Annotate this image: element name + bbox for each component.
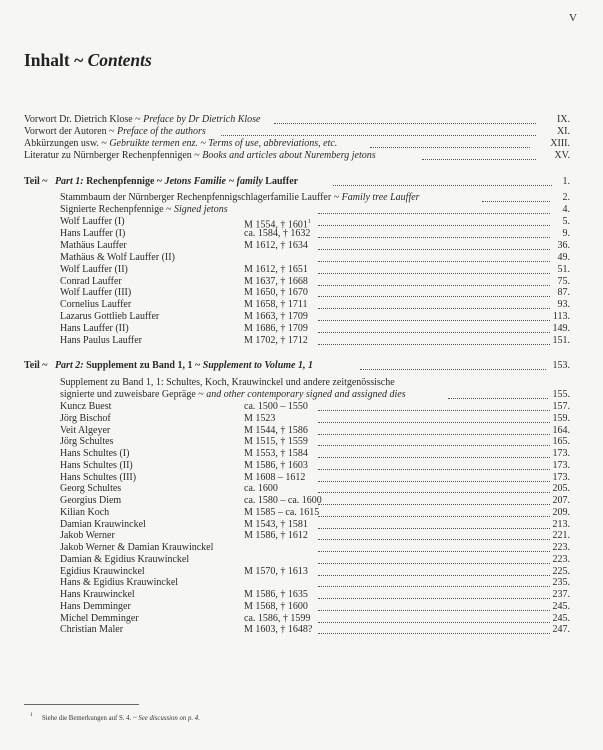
toc-entry[interactable] [60,542,570,554]
entry-name: Mathäus Lauffer [60,239,127,251]
entry-name: Jörg Bischof [60,412,111,424]
entry-dates [244,287,308,299]
entry-name: Kuncz Buest [60,401,112,412]
leader-dots [318,468,550,470]
toc-entry[interactable] [60,216,570,231]
leader-dots [318,212,550,214]
entry-name: Damian Krauwinckel [60,518,146,530]
toc-entry-preface-authors[interactable] [24,126,570,138]
toc-entry[interactable] [60,589,570,601]
leader-dots [333,184,552,186]
entry-date-text: M 1553, † 1584 [244,448,308,459]
page-ref: 153. [552,360,570,371]
entry-name: Hans Lauffer (II) [60,323,129,335]
leader-dots [221,134,536,136]
entry-date-text: M 1543, † 1581 [244,518,308,530]
page-ref: 155. [552,389,570,400]
page-ref: 4. [562,204,570,215]
entry-name: Jakob Werner [60,530,115,542]
part-title-en: Jetons Familie ~ family [164,176,266,187]
toc-entry[interactable] [60,519,570,531]
toc-entry[interactable] [60,613,570,625]
entry-date-text: ca. 1600 [244,483,278,495]
entry-dates [244,335,308,347]
entry-name: Wolf Lauffer (II) [60,263,128,275]
part-number: Part 2: [54,360,87,371]
footnote-mark: 1 [30,712,33,718]
entry-name: Kilian Koch [60,506,110,518]
leader-dots [318,307,550,309]
entry-name: Egidius Krauwinckel [60,565,145,577]
page-title [24,50,152,71]
entry-name: Michel Demminger [60,612,139,624]
entry-name: Hans Lauffer (I) [60,227,126,239]
leader-dots [318,331,550,333]
page-ref: 49. [557,251,570,263]
entry-name: Hans Krauwinckel [60,589,135,600]
leader-dots [318,409,550,411]
leader-dots [318,260,550,262]
entry-name: Damian & Egidius Krauwinckel [60,553,190,565]
leader-dots [448,397,548,399]
leader-dots [318,343,550,345]
entry-title-en: Signed jetons [173,204,228,215]
page-ref: XI. [556,126,570,137]
entry-name: Hans Schultes (I) [60,448,130,459]
toc-entry-preface-klose[interactable] [24,114,570,126]
entry-date-text: M 1586, † 1635 [244,589,308,600]
page-ref: 235. [552,577,570,589]
leader-dots [318,538,550,540]
toc-entry[interactable] [60,425,570,437]
page-ref: 2. [562,192,570,203]
entry-dates [244,264,308,276]
entry-date-text: M 1650, † 1670 [244,287,308,299]
entry-name: Jörg Schultes [60,436,114,448]
toc-entry[interactable] [60,323,570,335]
leader-dots [318,433,550,435]
toc-entry[interactable] [60,264,570,276]
toc-entry[interactable] [60,577,570,589]
page-ref: 75. [557,275,570,287]
entry-name: Veit Algeyer [60,424,111,436]
toc-entry[interactable] [60,472,570,484]
toc-entry[interactable] [60,299,570,311]
entry-date-text: M 1570, † 1613 [244,565,308,577]
toc-entry[interactable] [60,413,570,425]
entry-dates [244,530,308,542]
entry-title-de: Abkürzungen usw. ~ [24,138,110,149]
entry-title-en: Books and articles about Nuremberg jetons [202,150,376,161]
entry-dates [244,299,308,311]
entry-name: Mathäus & Wolf Lauffer (II) [60,251,175,263]
leader-dots [318,503,550,505]
toc-entry[interactable] [60,460,570,472]
entry-date-text: M 1603, † 1648? [244,624,313,636]
page-ref: 247. [552,624,570,636]
title-de: Inhalt ~ [24,50,88,70]
footnote-text-de: Siehe die Bemerkungen auf S. 4. ~ [42,715,139,722]
footnote-ref[interactable]: 1 [307,219,311,225]
entry-dates [244,448,308,460]
toc-entry[interactable] [60,448,570,460]
entry-name: Georgius Diem [60,495,122,506]
toc-entry[interactable] [60,335,570,347]
page-ref: 51. [557,263,570,275]
entry-name: Christian Maler [60,624,124,636]
toc-entry[interactable] [60,554,570,566]
toc-entry[interactable] [60,601,570,613]
part-title-de: Rechenpfennige ~ [86,176,165,187]
page-ref: 157. [552,401,570,412]
toc-entry[interactable] [60,483,570,495]
leader-dots [318,480,550,482]
toc-entry[interactable] [60,276,570,288]
leader-dots [318,562,550,564]
leader-dots [318,585,550,587]
page-ref: 9. [562,227,570,239]
leader-dots [318,456,550,458]
page-ref: 207. [552,495,570,506]
leader-dots [422,158,536,160]
entry-date-text: ca. 1500 – 1550 [244,401,308,412]
entry-title-en: Preface of the authors [117,126,206,137]
footnote [30,712,200,722]
part-number: Part 1: [54,176,87,187]
entry-dates [244,323,308,335]
leader-dots [318,444,550,446]
part-title-name: Lauffer [265,176,299,187]
leader-dots [318,632,550,634]
toc-entry[interactable] [60,530,570,542]
entry-title-de: Literatur zu Nürnberger Rechenpfennigen ~ [24,150,203,161]
page-ref: XV. [554,150,570,161]
entry-dates [244,425,308,437]
entry-name: Hans Schultes (II) [60,459,133,471]
leader-dots [482,200,550,202]
entry-title-en: Family tree Lauffer [341,192,420,203]
toc-entry[interactable] [60,624,570,636]
leader-dots [360,368,546,370]
toc-entry-supplement-intro-line1[interactable] [60,377,570,389]
page-ref: 213. [552,518,570,530]
page-ref: 113. [552,311,570,323]
entry-dates [244,566,308,578]
part-2-heading[interactable] [24,360,570,372]
entry-date-text: M 1702, † 1712 [244,335,308,346]
leader-dots [318,597,550,599]
page-ref: 173. [552,448,570,459]
entry-name: Hans & Egidius Krauwinckel [60,577,179,589]
toc-entry-signed-jetons[interactable] [60,204,570,216]
leader-dots [318,421,550,423]
entry-title-de: Vorwort der Autoren ~ [24,126,117,137]
entry-title-en: and other contemporary signed and assigned dies [206,389,406,400]
entry-title-en: Preface by Dr Dietrich Klose [143,114,261,125]
entry-dates [244,483,278,495]
page-ref: 93. [557,299,570,311]
part-title-de: Supplement zu Band 1, 1 ~ [86,360,203,371]
toc-entry[interactable] [60,436,570,448]
entry-dates [244,624,312,636]
toc-entry-family-tree[interactable] [60,192,570,204]
page-ref: 5. [562,216,570,227]
page-ref: 151. [552,335,570,346]
page-ref: 245. [552,612,570,624]
title-en: Contents [87,50,152,70]
entry-date-text: M 1586, † 1612 [244,530,308,542]
page-ref: 36. [557,239,570,251]
page-ref: 237. [552,589,570,600]
leader-dots [318,574,550,576]
entry-name: Georg Schultes [60,483,122,495]
page-ref: 149. [552,323,570,335]
page-ref: 209. [552,506,570,518]
leader-dots [318,248,550,250]
part-label: Teil ~ [24,360,48,371]
page-ref: 165. [552,436,570,448]
entry-name: Lazarus Gottlieb Lauffer [60,311,160,323]
page-ref: 225. [552,565,570,577]
entry-date-text: M 1608 – 1612 [244,471,306,483]
entry-dates [244,276,308,288]
entry-name: Jakob Werner & Damian Krauwinckel [60,542,214,553]
leader-dots [318,224,550,226]
toc-entry[interactable] [60,401,570,413]
page-ref: 159. [552,412,570,424]
page-ref: 205. [552,483,570,495]
entry-date-text: ca. 1584, † 1632 [244,227,311,239]
leader-dots [274,122,536,124]
entry-date-text: M 1612, † 1634 [244,239,308,251]
entry-dates [244,436,308,448]
entry-date-text: M 1663, † 1709 [244,311,308,323]
leader-dots [318,284,550,286]
entry-dates [244,589,308,601]
entry-title-de: Signierte Rechenpfennige ~ [60,204,174,215]
leader-dots [318,621,550,623]
toc-entry-abbreviations[interactable] [24,138,570,150]
footnote-text-en: See discussion on p. 4. [138,715,200,722]
leader-dots [318,295,550,297]
page-ref: IX. [556,114,570,125]
entry-dates [244,228,310,240]
entry-date-text: M 1612, † 1651 [244,263,308,275]
entry-title-de: Supplement zu Band 1, 1: Schultes, Koch, Krauwinckel und andere zeitgenössische [60,377,395,388]
page-ref: 173. [552,459,570,471]
footnote-rule [24,704,139,705]
leader-dots [318,491,550,493]
page-ref: 245. [552,600,570,612]
toc-entry[interactable] [60,228,570,240]
entry-dates [244,413,275,425]
entry-dates [244,613,310,625]
entry-dates [244,460,308,472]
page-ref: 173. [552,471,570,483]
entry-name: Conrad Lauffer [60,275,122,287]
entry-date-text: M 1554, † 1601 [244,219,308,231]
entry-name: Hans Paulus Lauffer [60,335,143,346]
leader-dots [318,527,550,529]
entry-date-text: M 1523 [244,412,276,424]
entry-title-de: signierte und zuweisbare Gepräge ~ [60,389,207,400]
entry-dates [244,311,308,323]
page-ref: XIII. [550,138,570,149]
toc-entry-supplement-intro-line2[interactable] [60,389,570,401]
entry-title-de: Stammbaum der Nürnberger Rechenpfennigschlagerfamilie Lauffer ~ [60,192,342,203]
leader-dots [318,515,550,517]
entry-dates [244,519,308,531]
toc-entry[interactable] [60,566,570,578]
leader-dots [318,550,550,552]
entry-name: Wolf Lauffer (I) [60,216,125,227]
entry-name: Wolf Lauffer (III) [60,287,132,299]
entry-dates [244,495,322,507]
entry-dates [244,507,319,519]
entry-date-text: M 1515, † 1559 [244,436,308,448]
leader-dots [318,609,550,611]
entry-date-text: M 1585 – ca. 1615 [244,506,320,518]
toc-entry[interactable] [60,495,570,507]
page-ref: 87. [557,287,570,299]
page-number: V [569,12,577,24]
entry-title-en: Gebruikte termen enz. ~ Terms of use, abbreviations, etc. [109,138,338,149]
leader-dots [370,146,530,148]
entry-date-text: ca. 1586, † 1599 [244,612,311,624]
entry-date-text: M 1658, † 1711 [244,299,308,311]
entry-dates [244,601,308,613]
entry-date-text: M 1686, † 1709 [244,323,308,335]
entry-title-de: Vorwort Dr. Dietrich Klose ~ [24,114,144,125]
entry-dates [244,240,308,252]
page-ref: 223. [552,553,570,565]
entry-name: Cornelius Lauffer [60,299,132,311]
entry-name: Hans Schultes (III) [60,471,137,483]
toc-entry[interactable] [60,311,570,323]
entry-date-text: M 1568, † 1600 [244,600,308,612]
toc-entry[interactable] [60,507,570,519]
entry-name: Hans Demminger [60,600,131,612]
leader-dots [318,319,550,321]
part-label: Teil ~ [24,176,48,187]
part-1-heading[interactable] [24,176,570,188]
entry-dates [244,401,308,413]
entry-date-text: ca. 1580 – ca. 1600 [244,495,322,506]
leader-dots [318,236,550,238]
page-ref: 1. [562,176,570,187]
entry-date-text: M 1586, † 1603 [244,459,308,471]
toc-entry[interactable] [60,252,570,264]
page-ref: 164. [552,424,570,436]
leader-dots [318,272,550,274]
page-ref: 223. [552,542,570,553]
page-ref: 221. [552,530,570,542]
entry-date-text: M 1544, † 1586 [244,424,308,436]
toc-entry-literature[interactable] [24,150,570,162]
part-title-en: Supplement to Volume 1, 1 [202,360,313,371]
entry-dates [244,472,305,484]
toc-entry[interactable] [60,287,570,299]
entry-date-text: M 1637, † 1668 [244,275,308,287]
toc-entry[interactable] [60,240,570,252]
